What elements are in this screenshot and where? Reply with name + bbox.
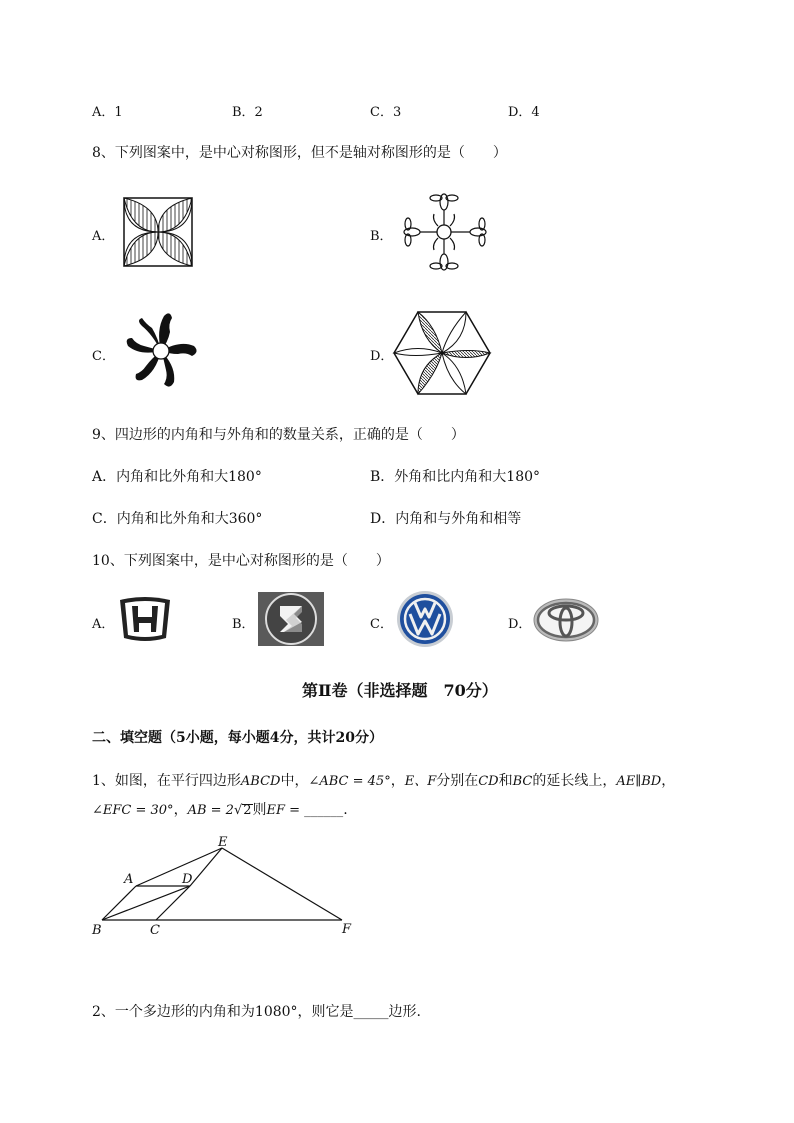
fill1-ef-eq: EF = ______ xyxy=(266,803,344,818)
q8-label-b: B． xyxy=(370,229,393,244)
fill1-geometry-figure xyxy=(88,834,358,938)
q9-option-d: D．内角和与外角和相等 xyxy=(370,511,522,527)
fill1-and: 和 xyxy=(498,773,513,789)
section2-title: 二、填空题（5小题，每小题4分，共计20分） xyxy=(92,730,383,746)
fill1-angle2: ∠EFC = 30° xyxy=(92,803,174,818)
part2-title: 第Ⅱ卷（非选择题 70分） xyxy=(302,681,498,700)
fill1-ef: E、F xyxy=(404,774,437,789)
q8-figure-a xyxy=(122,196,194,268)
fill1-ab-eq: AB = 2 xyxy=(187,803,234,818)
point-label-c: C xyxy=(150,923,160,938)
honda-logo-icon xyxy=(116,594,174,644)
q10-label-b: B． xyxy=(232,617,255,632)
q9-option-b: B．外角和比内角和大180° xyxy=(370,469,541,485)
fill1-cd: CD xyxy=(478,774,499,789)
q7-option-c: C．3 xyxy=(370,105,402,120)
q7-option-d: D．4 xyxy=(508,105,540,120)
point-label-b: B xyxy=(92,923,102,938)
q9-stem: 9、四边形的内角和与外角和的数量关系，正确的是（ ） xyxy=(92,427,465,443)
fill1-mid2: 分别在 xyxy=(436,773,479,789)
fill1-sep3: ， xyxy=(173,802,188,818)
fill1-mid1: 中， xyxy=(280,773,309,789)
toyota-logo-icon xyxy=(532,596,600,644)
q8-stem: 8、下列图案中，是中心对称图形，但不是轴对称图形的是（ ） xyxy=(92,145,507,161)
q10-label-c: C． xyxy=(370,617,393,632)
fill1-parallel: AE∥BD xyxy=(616,774,662,789)
q8-label-c: C． xyxy=(92,349,115,364)
fill1-bc: BC xyxy=(512,774,533,789)
q8-figure-c xyxy=(118,306,204,396)
point-label-d: D xyxy=(182,872,193,887)
fill1-line1 xyxy=(92,770,675,790)
sqrt-symbol-icon: √ xyxy=(233,803,243,818)
q9-option-c: C．内角和比外角和大360° xyxy=(92,511,263,527)
fill2-stem: 2、一个多边形的内角和为1080°，则它是_____边形. xyxy=(92,1004,421,1020)
fill1-angle1: ∠ABC = 45° xyxy=(308,774,391,789)
fill1-then: 则 xyxy=(252,802,267,818)
point-label-f: F xyxy=(342,922,352,937)
q7-option-b: B．2 xyxy=(232,105,263,120)
q8-figure-b xyxy=(398,184,502,280)
fill1-end: . xyxy=(343,802,348,818)
q8-label-d: D． xyxy=(370,349,394,364)
suzuki-logo-icon xyxy=(258,592,324,646)
fill1-mid3: 的延长线上， xyxy=(532,773,617,789)
q10-label-a: A． xyxy=(92,617,115,632)
q7-option-a: A．1 xyxy=(92,105,123,120)
q8-label-a: A． xyxy=(92,229,115,244)
fill1-sep2: ， xyxy=(661,773,676,789)
fill1-line2 xyxy=(92,799,348,819)
fill1-abcd: ABCD xyxy=(240,774,281,789)
q9-option-a: A．内角和比外角和大180° xyxy=(92,469,262,485)
fill1-prefix: 1、如图，在平行四边形 xyxy=(92,773,241,789)
q10-label-d: D． xyxy=(508,617,532,632)
point-label-e: E xyxy=(218,835,228,850)
fill1-sep1: ， xyxy=(390,773,405,789)
q10-stem: 10、下列图案中，是中心对称图形的是（ ） xyxy=(92,553,390,569)
fill1-sqrt-value: 2 xyxy=(243,803,252,818)
volkswagen-logo-icon xyxy=(396,590,454,648)
point-label-a: A xyxy=(124,872,134,887)
q8-figure-d xyxy=(392,310,492,396)
